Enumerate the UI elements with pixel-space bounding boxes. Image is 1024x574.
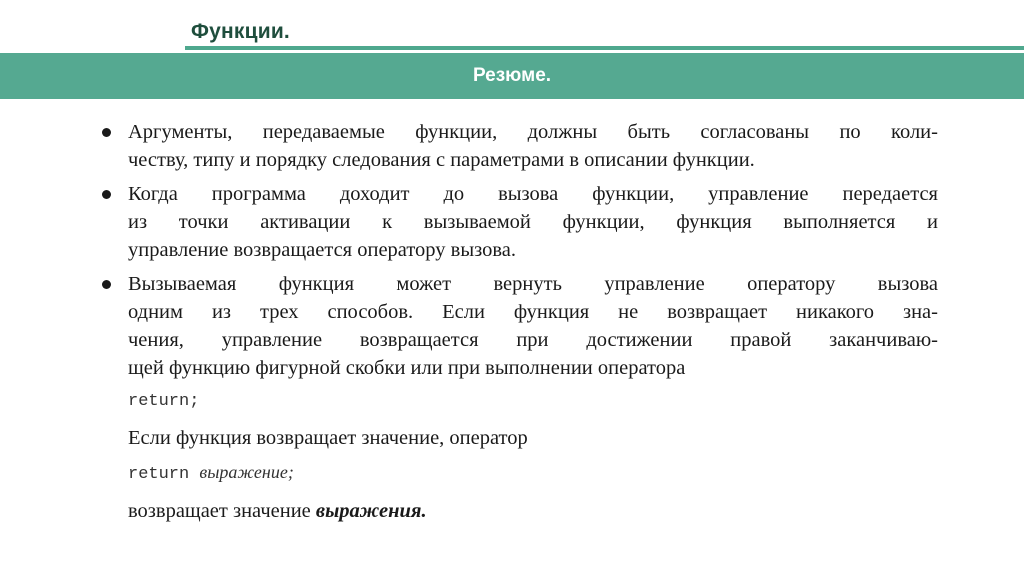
- bullet-line: чения, управление возвращается при достижении правой заканчиваю-: [128, 329, 938, 351]
- bullet-text: [128, 497, 938, 525]
- code-return-expression: [128, 458, 938, 489]
- bullet-line: одним из трех способов. Если функция не возвращает никакого зна-: [128, 301, 938, 323]
- bullet-line: Вызываемая функция может вернуть управление оператору вызова: [128, 273, 938, 295]
- bullet-text-prefix: возвращает значение: [128, 500, 311, 522]
- banner-title: Резюме.: [472, 65, 552, 86]
- code-return: return;: [128, 392, 200, 411]
- bullet-text-emphasis: выражения.: [315, 500, 427, 522]
- bullet-line: честву, типу и порядку следования с параметрами в описании функции.: [128, 149, 755, 171]
- slide-title: Функции.: [191, 20, 290, 43]
- bullet-dot: [102, 128, 111, 137]
- bullet-line: щей функцию фигурной скобки или при выполнении оператора: [128, 357, 686, 379]
- bullet-line: Аргументы, передаваемые функции, должны быть согласованы по коли-: [128, 121, 938, 143]
- section-banner: [0, 53, 1024, 99]
- title-divider: [185, 46, 1024, 50]
- bullet-dot: [102, 280, 111, 289]
- bullet-line: управление возвращается оператору вызова.: [128, 239, 516, 261]
- bullet-item: [98, 118, 938, 174]
- bullet-dot: [102, 190, 111, 199]
- bullet-line: из точки активации к вызываемой функции, функция выполняется и: [128, 211, 938, 233]
- bullet-text: Если функция возвращает значение, оператор: [128, 427, 528, 449]
- code-expression: выражение;: [199, 462, 294, 482]
- code-keyword: return: [128, 465, 190, 484]
- bullet-item: [98, 180, 938, 264]
- bullet-line: Когда программа доходит до вызова функции, управление передается: [128, 183, 938, 205]
- bullet-item: [98, 270, 938, 525]
- slide-content: [98, 118, 938, 531]
